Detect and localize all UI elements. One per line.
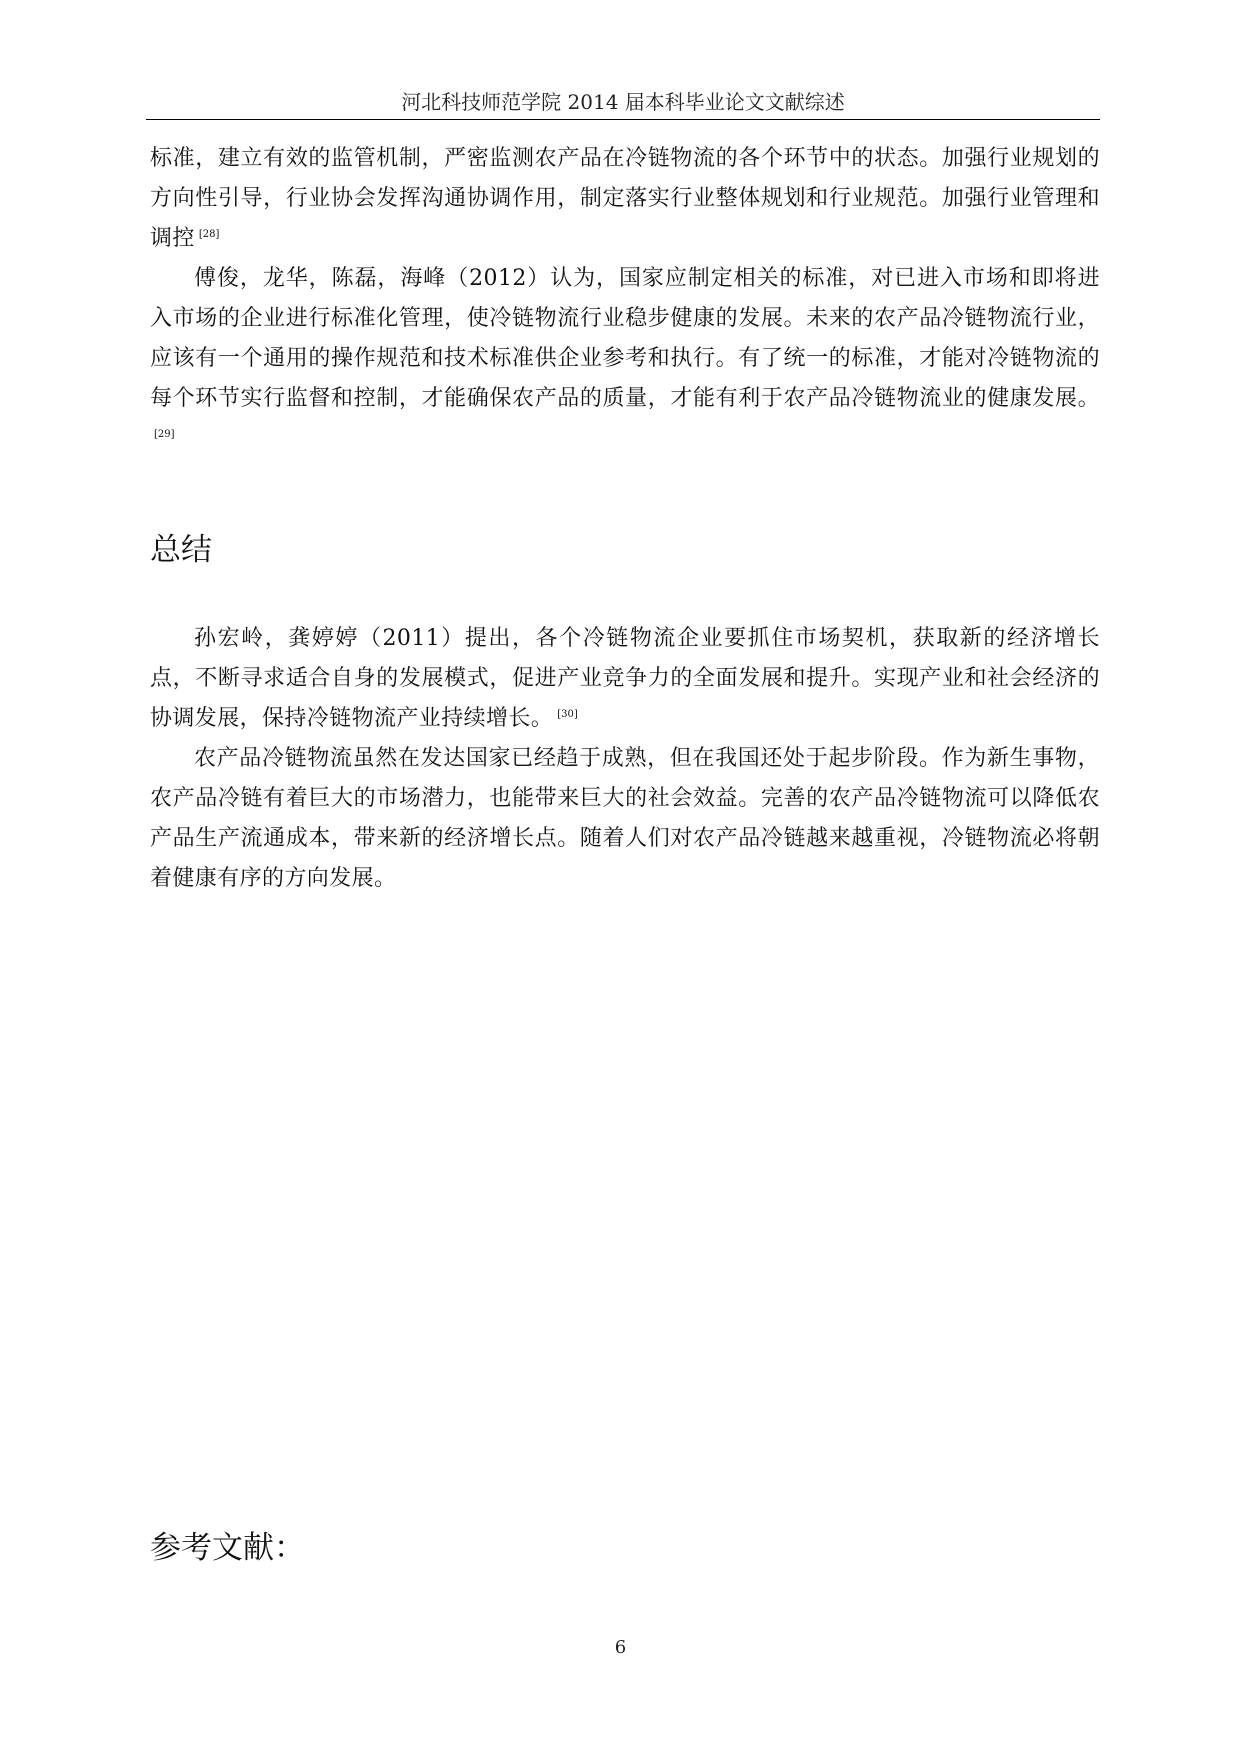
page-number: 6 [614,1637,627,1658]
paragraph-text: 傅俊，龙华，陈磊，海峰（2012）认为，国家应制定相关的标准，对已进入市场和即将进入市场的企业进行标准化管理，使冷链物流行业稳步健康的发展。未来的农产品冷链物流行业，应该有一个通用的操作规范和技术标准供企业参考和执行。有了统一的标准，才能对冷链物流的每个环节实行监督和控制，才能确保农产品的质量，才能有利于农产品冷链物流业的健康发展。 [150,266,1100,411]
page-header-title: 河北科技师范学院 2014 届本科毕业论文文献综述 [401,90,845,114]
summary-heading: 总结 [150,532,212,568]
citation-28: [28] [198,228,220,240]
paragraph-text: 农产品冷链物流虽然在发达国家已经趋于成熟，但在我国还处于起步阶段。作为新生事物，农产品冷链有着巨大的市场潜力，也能带来巨大的社会效益。完善的农产品冷链物流可以降低农产品生产流通成本，带来新的经济增长点。随着人们对农产品冷链越来越重视，冷链物流必将朝着健康有序的方向发展。 [150,746,1100,891]
paragraph-text: 孙宏岭，龚婷婷（2011）提出，各个冷链物流企业要抓住市场契机，获取新的经济增长点，不断寻求适合自身的发展模式，促进产业竞争力的全面发展和提升。实现产业和社会经济的协调发展，保持冷链物流产业持续增长。 [150,626,1100,731]
body-paragraph-1 [150,139,1100,259]
citation-29: [29] [154,428,175,440]
paragraph-text: 标准，建立有效的监管机制，严密监测农产品在冷链物流的各个环节中的状态。加强行业规划的方向性引导，行业协会发挥沟通协调作用，制定落实行业整体规划和行业规范。加强行业管理和调控 [150,146,1100,251]
summary-paragraph-2 [150,739,1100,899]
header-rule [146,119,1100,120]
summary-paragraph-1 [150,619,1100,739]
citation-30: [30] [557,708,578,720]
body-paragraph-2 [150,259,1100,459]
references-heading: 参考文献： [150,1530,305,1566]
